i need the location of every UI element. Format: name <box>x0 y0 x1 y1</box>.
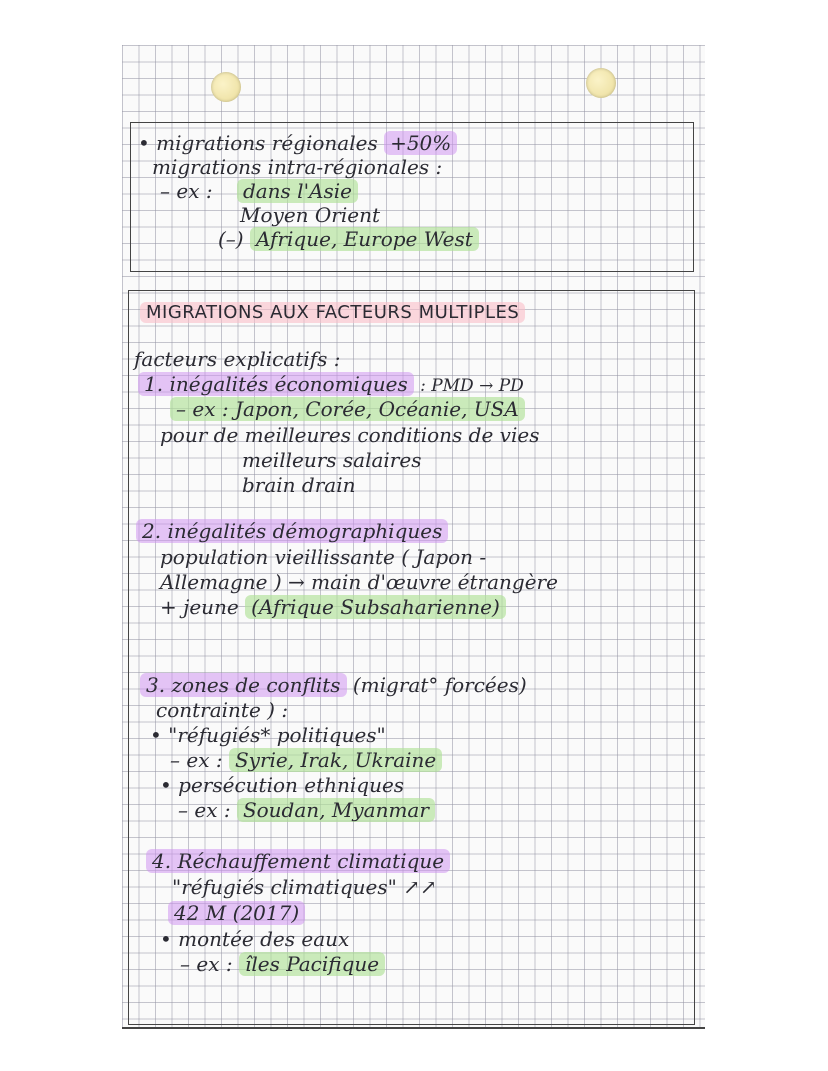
factor4-line1: "réfugiés climatiques" ↗↗ <box>172 875 437 899</box>
factor4-heading-row <box>146 850 450 872</box>
factor3-ex1-label: – ex : <box>170 748 223 772</box>
factor4-heading: 4. Réchauffement climatique <box>146 849 450 873</box>
factor3-ex2: Soudan, Myanmar <box>237 798 435 822</box>
box1-ex-label: – ex : <box>160 179 213 203</box>
binder-hole-left <box>211 72 241 102</box>
factor3-heading: 3. zones de conflits <box>140 673 347 697</box>
box1-ex3: Afrique, Europe West <box>250 227 479 251</box>
factor2-line1: population vieillissante ( Japon - <box>160 545 487 569</box>
factor1-line2: meilleurs salaires <box>242 448 422 472</box>
factor4-ex-row <box>180 953 385 975</box>
box2-title-text: MIGRATIONS AUX FACTEURS MULTIPLES <box>140 302 525 323</box>
factor4-line2: 42 M (2017) <box>168 901 305 925</box>
factor3-ex1: Syrie, Irak, Ukraine <box>229 748 442 772</box>
factor3-heading-note: (migrat° forcées) <box>352 673 527 697</box>
box1-ex1: dans l'Asie <box>237 179 358 203</box>
factor2-line3-prefix: + jeune <box>160 595 239 619</box>
box1-ex3-row <box>218 228 479 250</box>
factor1-heading: 1. inégalités économiques <box>138 372 414 396</box>
factor4-ex: îles Pacifique <box>239 952 385 976</box>
factor4-line2-row <box>168 902 305 924</box>
factor2-line3-row <box>160 596 506 618</box>
factor3-ex2-row <box>178 799 435 821</box>
binder-hole-right <box>586 68 616 98</box>
factor4-ex-label: – ex : <box>180 952 233 976</box>
factor4-line3: • montée des eaux <box>160 927 350 951</box>
factor2-line2: Allemagne ) → main d'œuvre étrangère <box>160 570 558 594</box>
factor1-line3: brain drain <box>242 473 356 497</box>
box1-line1 <box>138 132 457 154</box>
factor1-arrow: : PMD → PD <box>420 376 524 396</box>
factor1-line1: pour de meilleures conditions de vies <box>160 423 540 447</box>
factor1-ex-row <box>170 398 525 420</box>
factor3-line2: • "réfugiés* politiques" <box>150 723 386 747</box>
factor2-heading: 2. inégalités démographiques <box>136 519 448 543</box>
factors-heading: facteurs explicatifs : <box>134 347 341 371</box>
factor3-ex2-label: – ex : <box>178 798 231 822</box>
box1-line2: migrations intra-régionales : <box>152 155 443 179</box>
factor3-ex1-row <box>170 749 442 771</box>
factor1-heading-row <box>138 373 524 397</box>
factor2-line3: (Afrique Subsaharienne) <box>245 595 506 619</box>
factor1-ex: – ex : Japon, Corée, Océanie, USA <box>170 397 525 421</box>
box1-ex2: Moyen Orient <box>240 203 380 227</box>
factor2-heading-row <box>136 520 448 542</box>
box2-title <box>140 302 525 324</box>
box1-line1-text: • migrations régionales <box>138 131 378 155</box>
factor3-line1: contrainte ) : <box>156 698 289 722</box>
factor3-heading-row <box>140 674 527 696</box>
box1-stat: +50% <box>384 131 457 155</box>
box1-ex-row <box>160 180 358 202</box>
box1-ex3-prefix: (–) <box>218 227 244 251</box>
factor3-line3: • persécution ethniques <box>160 773 405 797</box>
